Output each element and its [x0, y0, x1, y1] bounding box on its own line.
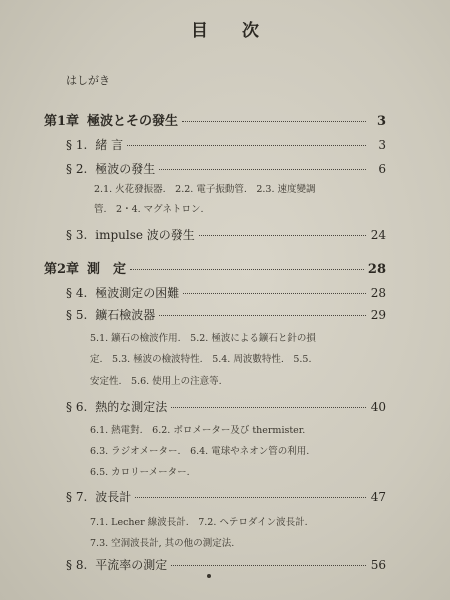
section-title: impulse 波の發生 — [95, 228, 195, 242]
subsection-line: 管. 2・4. マグネトロン. — [94, 204, 204, 215]
toc-section-1 — [66, 136, 386, 153]
section-title: 緒 言 — [95, 138, 124, 152]
page-number: 56 — [370, 558, 386, 572]
section-title: 極波測定の困難 — [95, 286, 180, 300]
section-number: § 5. — [66, 308, 88, 322]
subsection-line: 定. 5.3. 極波の檢波特性. 5.4. 周波數特性. 5.5. — [90, 354, 312, 365]
subsection-line: 5.1. 鑛石の檢波作用. 5.2. 極波による鑛石と針の損 — [90, 333, 316, 344]
leader-dots — [127, 145, 366, 146]
leader-dots — [199, 235, 366, 236]
section-number: § 7. — [66, 490, 88, 504]
page-number: 3 — [376, 114, 386, 129]
section-number: § 3. — [66, 228, 88, 242]
chapter-title: 測 定 — [87, 262, 127, 277]
page-number: 24 — [370, 228, 386, 242]
toc-chapter-2 — [44, 258, 386, 277]
page-number: 6 — [378, 162, 386, 176]
toc-chapter-1 — [44, 110, 386, 129]
chapter-title: 極波とその發生 — [87, 114, 179, 129]
section-number: § 6. — [66, 400, 88, 414]
leader-dots — [183, 293, 366, 294]
leader-dots — [182, 121, 366, 122]
subsection-line: 2.1. 火花發振器. 2.2. 電子振動管. 2.3. 速度變調 — [94, 184, 316, 195]
subsection-line: 7.1. Lecher 線波長計. 7.2. ヘテロダイン波長計. — [90, 517, 308, 528]
leader-dots — [159, 315, 366, 316]
toc-section-4 — [66, 284, 386, 301]
leader-dots — [159, 169, 366, 170]
toc-section-8 — [66, 556, 386, 573]
section-number: § 1. — [66, 138, 88, 152]
section-title: 鑛石檢波器 — [95, 308, 156, 322]
subsection-line: 6.3. ラジオメーター. 6.4. 電球やネオン管の利用. — [90, 446, 310, 457]
leader-dots — [135, 497, 366, 498]
page-number: 47 — [370, 490, 386, 504]
preface-entry: はしがき — [66, 74, 110, 87]
section-number: § 2. — [66, 162, 88, 176]
toc-section-6 — [66, 398, 386, 415]
leader-dots — [171, 565, 366, 566]
leader-dots — [171, 407, 366, 408]
subsection-line: 7.3. 空洞波長計, 其の他の測定法. — [90, 538, 235, 549]
toc-section-3 — [66, 226, 386, 243]
toc-section-7 — [66, 488, 386, 505]
subsection-line: 6.1. 熱電對. 6.2. ボロメーター及び thermister. — [90, 425, 306, 436]
page-number: 28 — [367, 262, 386, 277]
page-number: 40 — [370, 400, 386, 414]
chapter-number: 第2章 — [44, 262, 80, 277]
page-title: 目 次 — [191, 21, 273, 41]
ink-spot — [207, 574, 211, 578]
section-title: 平流率の測定 — [95, 558, 168, 572]
page-number: 29 — [370, 308, 386, 322]
section-title: 極波の發生 — [95, 162, 156, 176]
page-number: 28 — [370, 286, 386, 300]
section-number: § 4. — [66, 286, 88, 300]
toc-section-2 — [66, 160, 386, 177]
page-number: 3 — [378, 138, 386, 152]
section-number: § 8. — [66, 558, 88, 572]
subsection-line: 6.5. カロリーメーター. — [90, 467, 190, 478]
chapter-number: 第1章 — [44, 114, 80, 129]
section-title: 熱的な測定法 — [95, 400, 168, 414]
section-title: 波長計 — [95, 490, 132, 504]
leader-dots — [130, 269, 364, 270]
toc-section-5 — [66, 306, 386, 323]
subsection-line: 安定性. 5.6. 使用上の注意等. — [90, 376, 222, 387]
